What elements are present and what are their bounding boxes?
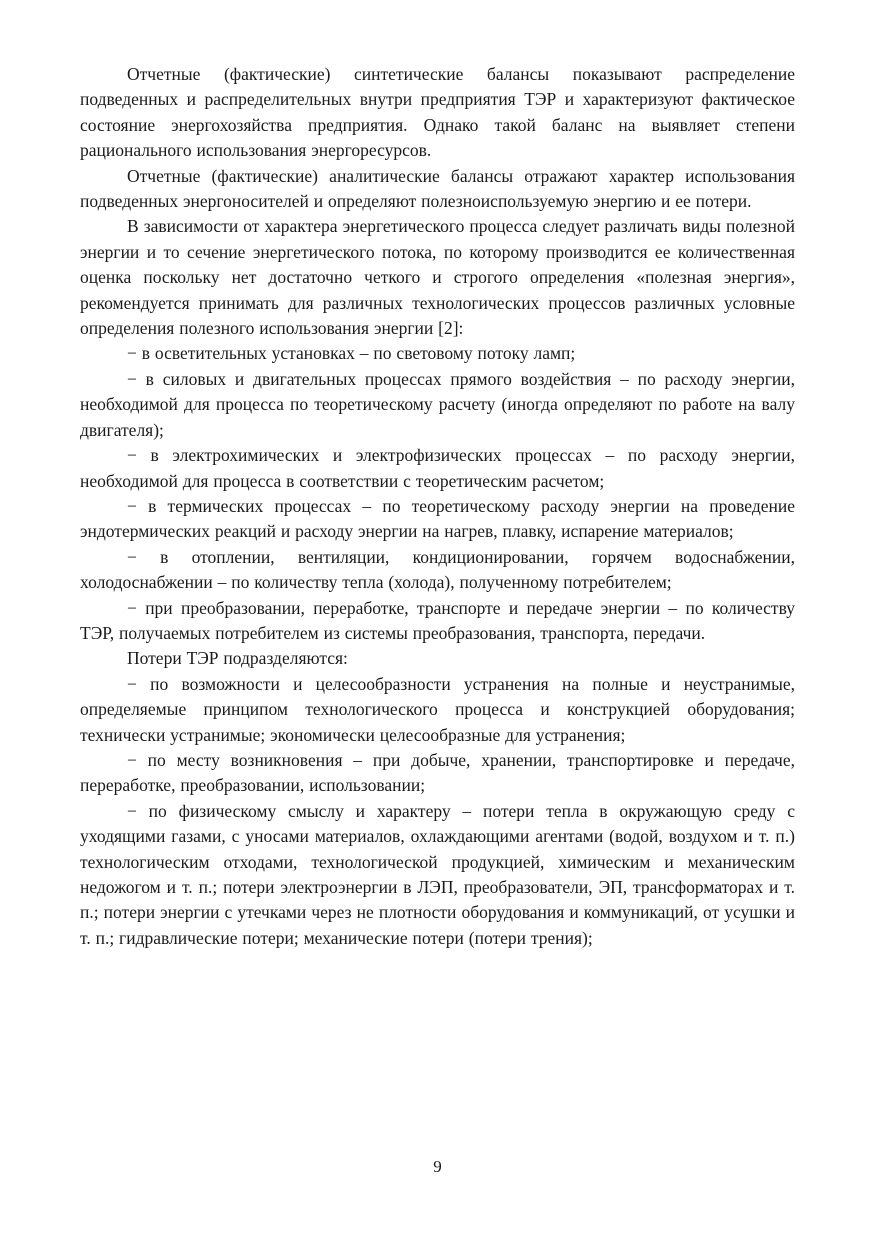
paragraph: Потери ТЭР подразделяются: [127,648,348,669]
list-item: − в осветительных установках – по световому потоку ламп; [127,343,576,364]
list-item: − в силовых и двигательных процессах прямого воздействия – по расходу энергии, необходимой для процесса по теоретическому расчету (иногда определяют по работе на валу двигателя); [80,368,795,440]
list-item: − в отоплении, вентиляции, кондиционировании, горячем водоснабжении, холодоснабжении – по количеству тепла (холода), полученному потребителем; [80,546,795,593]
list-item: − по физическому смыслу и характеру – потери тепла в окружающую среду с уходящими газами, с уносами материалов, охлаждающими агентами (водой, воздухом и т. п.) технологическим отходами, технологической продукцией, химическим и механическим недожогом и т. п.; потери электроэнергии в ЛЭП, преобразователи, ЭП, трансформаторах и т. п.; потери энергии с утечками через не плотности оборудования и коммуникаций, от усушки и т. п.; гидравлические потери; механические потери (потери трения); [80,800,795,948]
paragraph: Отчетные (фактические) аналитические балансы отражают характер использования подведенных энергоносителей и определяют полезноиспользуемую энергию и ее потери. [80,165,795,212]
page-number: 9 [433,1156,442,1176]
list-item: − в электрохимических и электрофизических процессах – по расходу энергии, необходимой для процесса в соответствии с теоретическим расчетом; [80,445,795,491]
list-item: − по месту возникновения – при добыче, хранении, транспортировке и передаче, переработке, преобразовании, использовании; [80,749,795,796]
list-item: − по возможности и целесообразности устранения на полные и неустранимые, определяемые принципом технологического процесса и конструкцией оборудования; технически устранимые; экономически целесообразные для устранения; [80,673,795,745]
paragraph: В зависимости от характера энергетического процесса следует различать виды полезной энергии и то сечение энергетического потока, по которому производится ее количественная оценка поскольку нет достаточно четкого и строгого определения «полезная энергия», рекомендуется принимать для различных технологических процессов различных условные определения полезного использования энергии [2]: [80,216,795,339]
list-item: − в термических процессах – по теоретическому расходу энергии на проведение эндотермических реакций и расходу энергии на нагрев, плавку, испарение материалов; [80,495,795,542]
list-item: − при преобразовании, переработке, транспорте и передаче энергии – по количеству ТЭР, получаемых потребителем из системы преобразования, транспорта, передачи. [80,597,795,643]
document-body [80,62,795,951]
paragraph: Отчетные (фактические) синтетические балансы показывают распределение подведенных и распределительных внутри предприятия ТЭР и характеризуют фактическое состояние энергохозяйства предприятия. Однако такой баланс на выявляет степени рационального использования энергоресурсов. [80,64,795,161]
